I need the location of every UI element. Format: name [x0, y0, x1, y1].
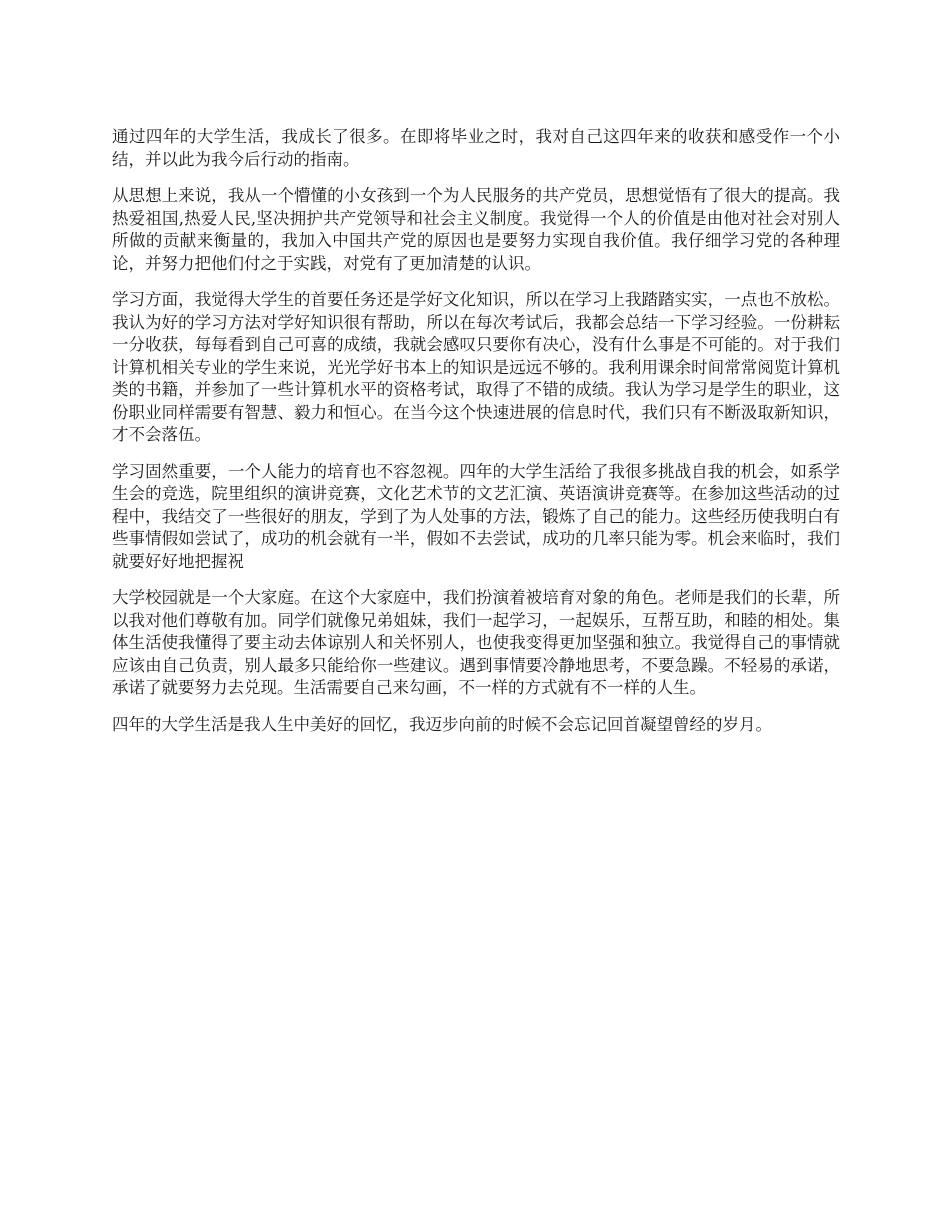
- paragraph-ability: 学习固然重要，一个人能力的培育也不容忽视。四年的大学生活给了我很多挑战自我的机会，如系学生会的竞选，院里组织的演讲竞赛，文化艺术节的文艺汇演、英语演讲竞赛等。在参加这些活动的过程中，我结交了一些很好的朋友，学到了为人处事的方法，锻炼了自己的能力。这些经历使我明白有些事情假如尝试了，成功的机会就有一半，假如不去尝试，成功的几率只能为零。机会来临时，我们就要好好地把握祝: [112, 461, 840, 571]
- paragraph-campus-life: 大学校园就是一个大家庭。在这个大家庭中，我们扮演着被培育对象的角色。老师是我们的长辈，所以我对他们尊敬有加。同学们就像兄弟姐妹，我们一起学习，一起娱乐，互帮互助，和睦的相处。集体生活使我懂得了要主动去体谅别人和关怀别人，也使我变得更加坚强和独立。我觉得自己的事情就应该由自己负责，别人最多只能给你一些建议。遇到事情要冷静地思考，不要急躁。不轻易的承诺，承诺了就要努力去兑现。生活需要自己来勾画，不一样的方式就有不一样的人生。: [112, 588, 840, 697]
- paragraph-intro: 通过四年的大学生活，我成长了很多。在即将毕业之时，我对自己这四年来的收获和感受作一个小结，并以此为我今后行动的指南。: [112, 127, 840, 169]
- document-body: [112, 126, 840, 750]
- paragraph-study: 学习方面，我觉得大学生的首要任务还是学好文化知识，所以在学习上我踏踏实实，一点也不放松。我认为好的学习方法对学好知识很有帮助，所以在每次考试后，我都会总结一下学习经验。一份耕耘一分收获，每每看到自己可喜的成绩，我就会感叹只要你有决心，没有什么事是不可能的。对于我们计算机相关专业的学生来说，光光学好书本上的知识是远远不够的。我利用课余时间常常阅览计算机类的书籍，并参加了一些计算机水平的资格考试，取得了不错的成绩。我认为学习是学生的职业，这份职业同样需要有智慧、毅力和恒心。在当今这个快速进展的信息时代，我们只有不断汲取新知识，才不会落伍。: [112, 290, 840, 444]
- paragraph-conclusion: 四年的大学生活是我人生中美好的回忆，我迈步向前的时候不会忘记回首凝望曾经的岁月。: [112, 714, 772, 734]
- paragraph-ideology: 从思想上来说，我从一个懵懂的小女孩到一个为人民服务的共产党员，思想觉悟有了很大的提高。我热爱祖国,热爱人民,坚决拥护共产党领导和社会主义制度。我觉得一个人的价值是由他对社会对别人所做的贡献来衡量的，我加入中国共产党的原因也是要努力实现自我价值。我仔细学习党的各种理论，并努力把他们付之于实践，对党有了更加清楚的认识。: [112, 186, 840, 273]
